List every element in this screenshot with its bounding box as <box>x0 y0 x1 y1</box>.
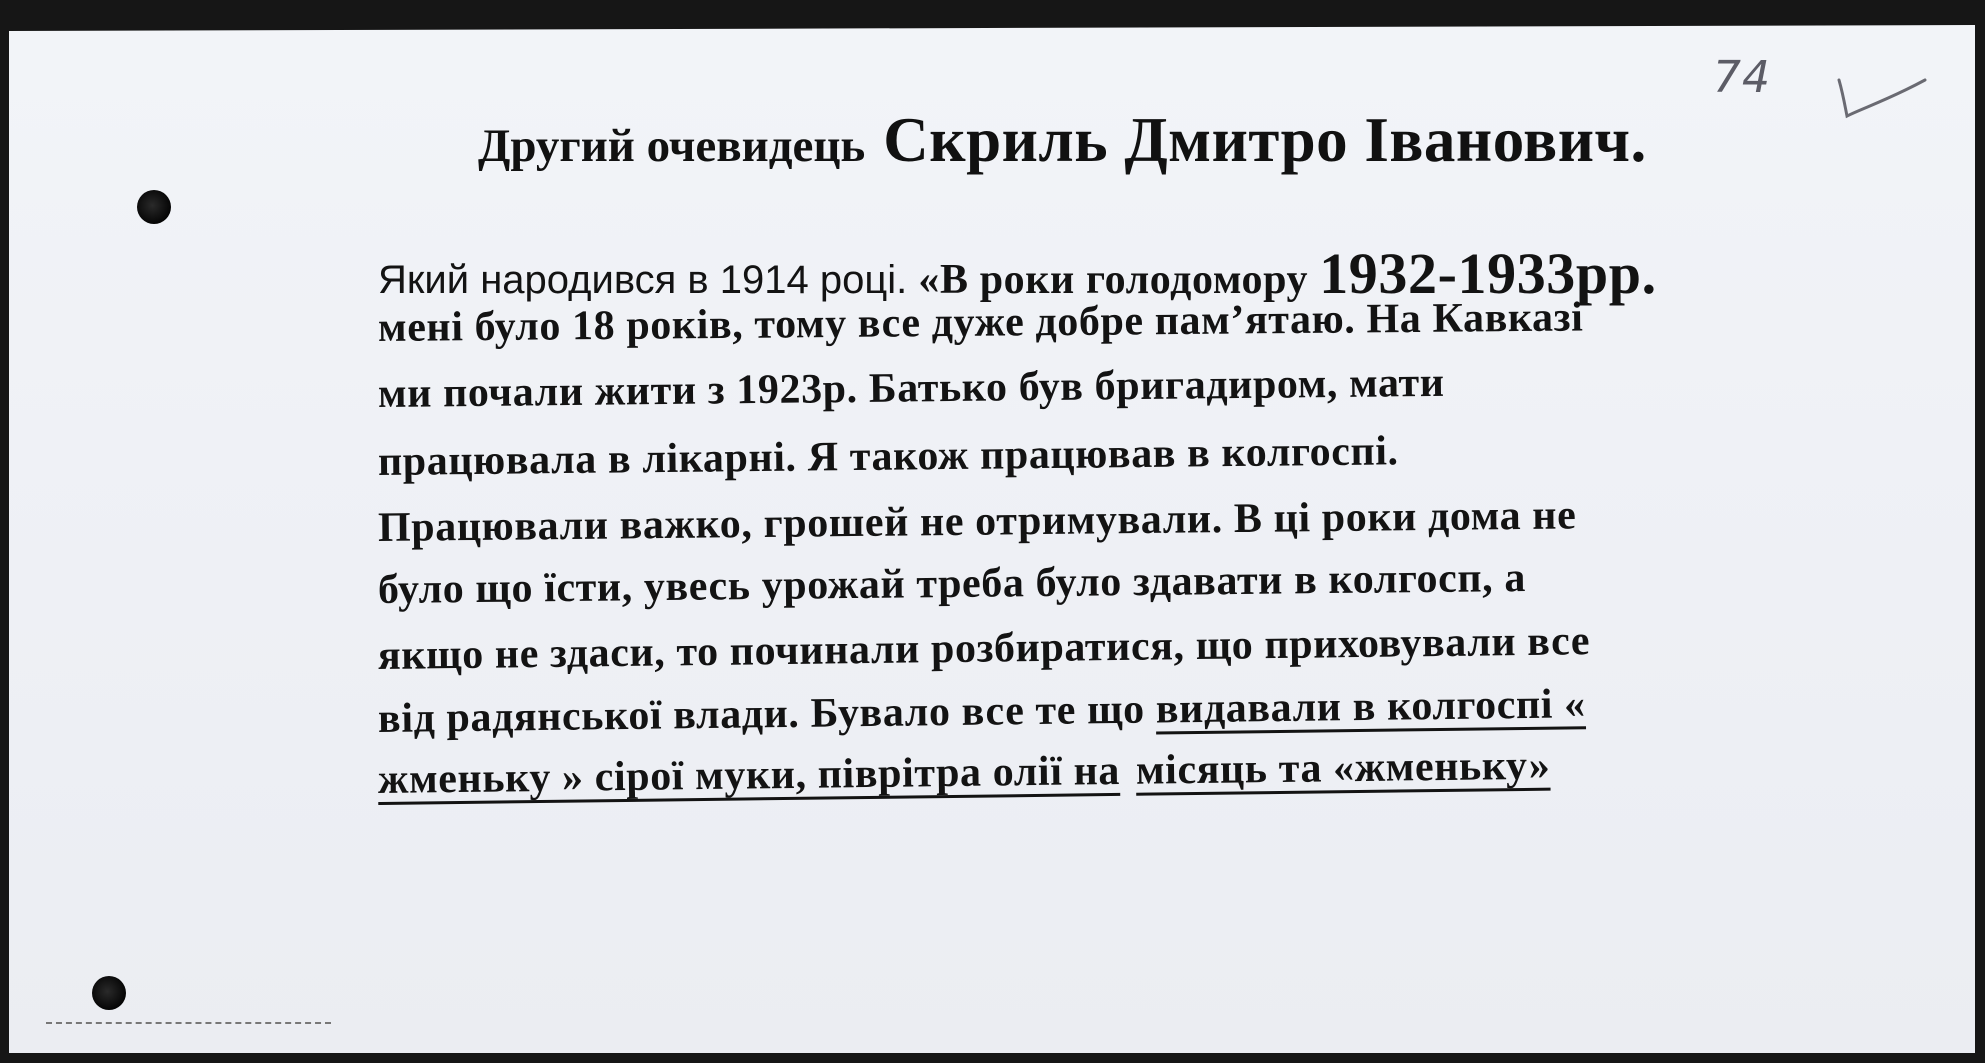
line-9-underlined-a: жменьку » сірої муки, піврітра олії на <box>377 747 1121 803</box>
line-9-underlined-b: місяць та «жменьку» <box>1135 742 1551 794</box>
quote-start: «В роки голодомору <box>918 257 1309 303</box>
text-line-4: працювала в лікарні. Я також працював в колгоспі. <box>377 428 1399 485</box>
famine-years: 1932-1933рр. <box>1319 241 1657 306</box>
witness-name: Скриль Дмитро Іванович. <box>883 105 1647 175</box>
title-label: Другий очевидець <box>478 120 866 172</box>
punch-hole-top <box>137 190 171 224</box>
line-8-plain: від радянської влади. Бувало все те що <box>377 686 1146 742</box>
page-title <box>478 104 1647 177</box>
punch-hole-bottom <box>92 976 126 1010</box>
text-line-2: мені було 18 років, тому все дуже добре пам’ятаю. На Кавказі <box>377 294 1584 351</box>
birth-sentence: Який народився в 1914 році. <box>378 258 908 302</box>
text-line-7: якщо не здаси, то починали розбиратися, що приховували все <box>377 618 1591 679</box>
bottom-edge-rule <box>46 1022 331 1024</box>
text-line-6: було що їсти, увесь урожай треба було здавати в колгосп, а <box>377 554 1527 613</box>
text-line-5: Працювали важко, грошей не отримували. В ці роки дома не <box>377 492 1577 551</box>
folio-number: 74 <box>1713 52 1771 103</box>
text-line-3: ми почали жити з 1923р. Батько був бригадиром, мати <box>377 359 1445 417</box>
line-8-underlined: видавали в колгоспі « <box>1155 681 1587 733</box>
check-mark-icon <box>1833 72 1933 128</box>
